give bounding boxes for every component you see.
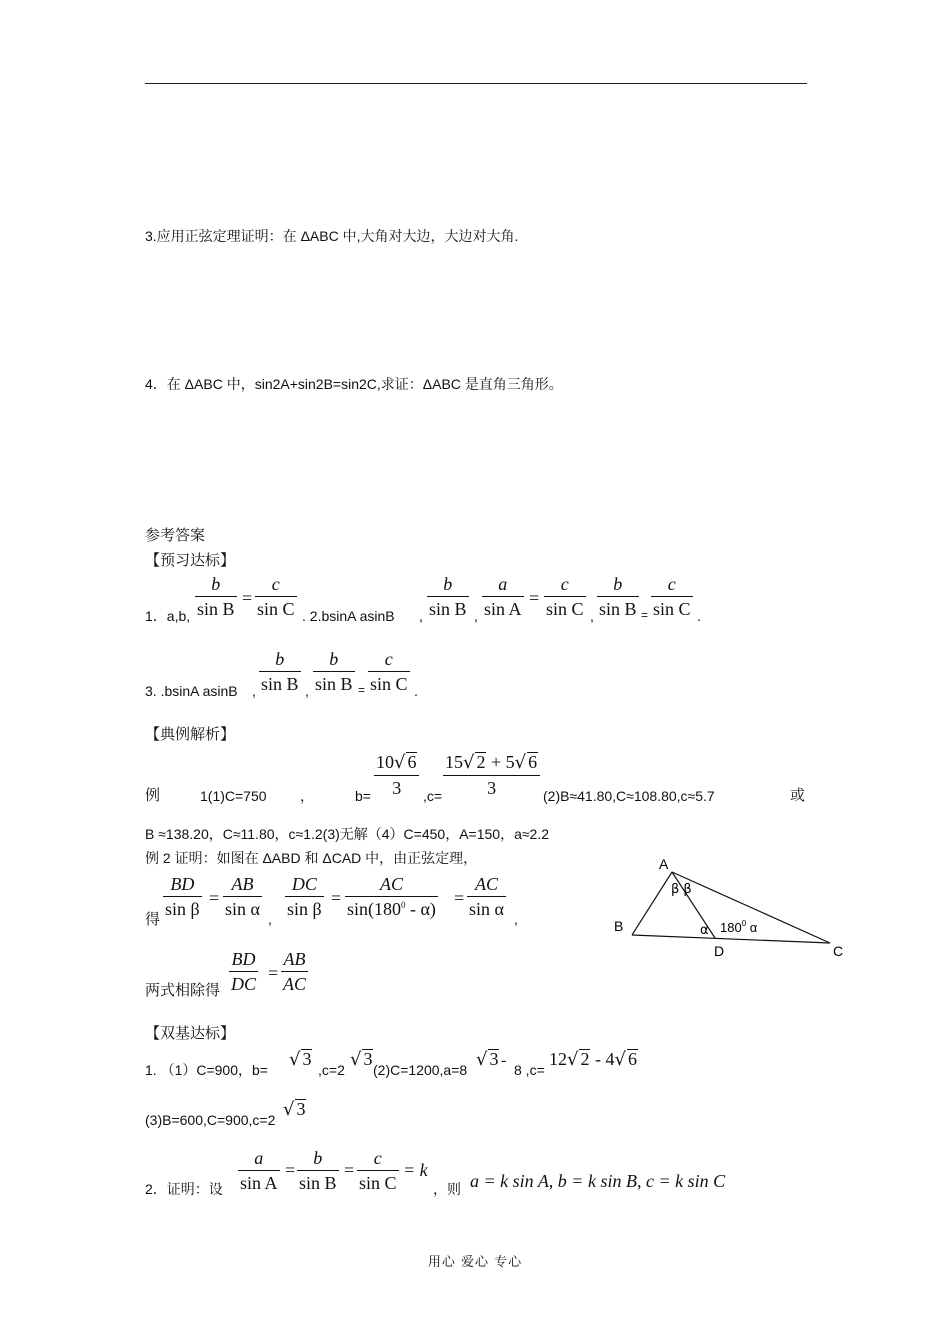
preview-l1-prefix: 1．a,b, (145, 608, 191, 624)
ex2-text: 例 2 证明：如图在 ΔABD 和 ΔCAD 中，由正弦定理， (145, 850, 478, 866)
angle-180-label: $180^0$ α (720, 919, 758, 935)
ex1-part2: (2)B≈41.80,C≈108.80,c≈5.7 (543, 788, 715, 804)
frac-a-sinA: $\frac{a}{\text{sin A}}$ (240, 1148, 278, 1193)
frac-AB-sinalpha: $\frac{AB}{\text{sin α}}$ (225, 874, 260, 919)
problem-4: 4．在 ΔABC 中，sin2A+sin2B=sin2C,求证：ΔABC 是直角三角形。 (145, 376, 563, 392)
equals-sign: = (242, 588, 253, 608)
ex1-b-label: b= (355, 788, 371, 804)
p2-expression: a = k sin A, b = k sin B, c = k sin C (470, 1171, 726, 1191)
frac-b-sinB: $\frac{b}{\text{sin B}}$ (197, 574, 235, 619)
ex1-label: 例 (145, 787, 161, 804)
angle-alpha-label: α (700, 923, 709, 938)
frac-AC-sin180: $\frac{AC}{\sin(180^0 - \alpha)}$ (347, 874, 436, 919)
frac-BD-sinbeta: $\frac{BD}{\text{sin β}}$ (165, 874, 200, 919)
equals-sign: = (344, 1160, 355, 1180)
period: . (414, 683, 418, 699)
angle-beta-label: β β (671, 882, 692, 897)
ex1-c-label: ,c= (423, 788, 443, 804)
equals-sign-small: = (641, 608, 649, 622)
frac-b-sinB: $\frac{b}{\text{sin B}}$ (315, 649, 353, 694)
equals-sign: = (454, 888, 465, 908)
equals-k: = k (403, 1160, 428, 1180)
problem-3: 3.应用正弦定理证明：在 ΔABC 中,大角对大边，大边对大角. (145, 228, 519, 244)
triangle-diagram (600, 850, 860, 965)
frac-b-sinB: $\frac{b}{\text{sin B}}$ (429, 574, 467, 619)
double-l3: (3)B=600,C=900,c=2 (145, 1112, 276, 1128)
equals-sign: = (268, 963, 279, 983)
double-l1-c: (2)C=1200,a=8 (373, 1062, 468, 1078)
preview-l3-prefix: 3. .bsinA asinB (145, 683, 238, 699)
sqrt3: √ 3 (289, 1049, 312, 1070)
c-expression: 12√ 2 - 4√ 6 (549, 1049, 637, 1070)
sqrt3: √ 3 (476, 1049, 499, 1070)
ex2-de: 得 (145, 911, 161, 928)
ex1-b-fraction: $\frac{10√ 6}{3}$ (374, 752, 419, 797)
side-AB (632, 872, 672, 935)
frac-AB-AC: $\frac{AB}{AC}$ (283, 949, 307, 994)
vertex-D: D (714, 943, 725, 959)
ex1-line2: B ≈138.20，C≈11.80，c≈1.2(3)无解（4）C=450，A=150，a≈2.2 (145, 826, 550, 842)
comma: , (305, 683, 309, 699)
comma: , (474, 608, 478, 624)
frac-c-sinC: $\frac{c}{\text{sin C}}$ (546, 574, 584, 619)
ex1-comma: ， (300, 788, 314, 804)
double-l1-a: 1. （1）C=900，b= (145, 1062, 268, 1078)
frac-c-sinC: $\frac{c}{\text{sin C}}$ (257, 574, 295, 619)
comma: , (590, 608, 594, 624)
equals-sign-small: = (358, 683, 366, 697)
minus-sign: - (501, 1052, 507, 1069)
double-p2-prefix: 2．证明：设 (145, 1181, 223, 1197)
ex2-comma: , (268, 911, 272, 927)
frac-c-sinC: $\frac{c}{\text{sin C}}$ (653, 574, 691, 619)
double-l1-b: ,c=2 (318, 1062, 345, 1078)
frac-BD-DC: $\frac{BD}{DC}$ (231, 949, 257, 994)
header-rule (145, 83, 807, 84)
equals-sign: = (529, 588, 540, 608)
comma: , (419, 608, 423, 624)
comma: , (252, 683, 256, 699)
page-footer: 用心 爱心 专心 (427, 1255, 523, 1270)
vertex-C: C (833, 943, 844, 959)
typical-heading: 【典例解析】 (145, 726, 236, 743)
side-BC (632, 935, 830, 943)
equals-sign: = (331, 888, 342, 908)
preview-heading: 【预习达标】 (145, 552, 236, 569)
frac-DC-sinbeta: $\frac{DC}{\text{sin β}}$ (287, 874, 322, 919)
ex1-c: 1(1)C=750 (200, 788, 267, 804)
sqrt3: √ 3 (283, 1099, 306, 1120)
frac-AC-sinalpha: $\frac{AC}{\text{sin α}}$ (469, 874, 504, 919)
frac-a-sinA: $\frac{a}{\text{sin A}}$ (484, 574, 522, 619)
sqrt3: √ 3 (350, 1049, 373, 1070)
ex2-comma2: , (514, 911, 518, 927)
vertex-A: A (659, 856, 669, 872)
frac-b-sinB: $\frac{b}{\text{sin B}}$ (261, 649, 299, 694)
frac-b-sinB: $\frac{b}{\text{sin B}}$ (299, 1148, 337, 1193)
double-l1-d: 8 ,c= (514, 1062, 545, 1078)
frac-c-sinC: $\frac{c}{\text{sin C}}$ (359, 1148, 397, 1193)
vertex-B: B (614, 918, 624, 934)
ex2-divide: 两式相除得 (145, 982, 221, 999)
then-label: ，则 (433, 1181, 461, 1197)
frac-b-sinB: $\frac{b}{\text{sin B}}$ (599, 574, 637, 619)
ex1-or: 或 (790, 787, 806, 804)
period: . (697, 608, 701, 624)
equals-sign: = (209, 888, 220, 908)
preview-l1-mid: . 2.bsinA asinB (302, 608, 395, 624)
equals-sign: = (285, 1160, 296, 1180)
ex1-c-fraction: $\frac{15√ 2 + 5√ 6}{3}$ (443, 752, 540, 797)
answers-title: 参考答案 (145, 527, 206, 544)
double-heading: 【双基达标】 (145, 1025, 236, 1042)
frac-c-sinC: $\frac{c}{\text{sin C}}$ (370, 649, 408, 694)
